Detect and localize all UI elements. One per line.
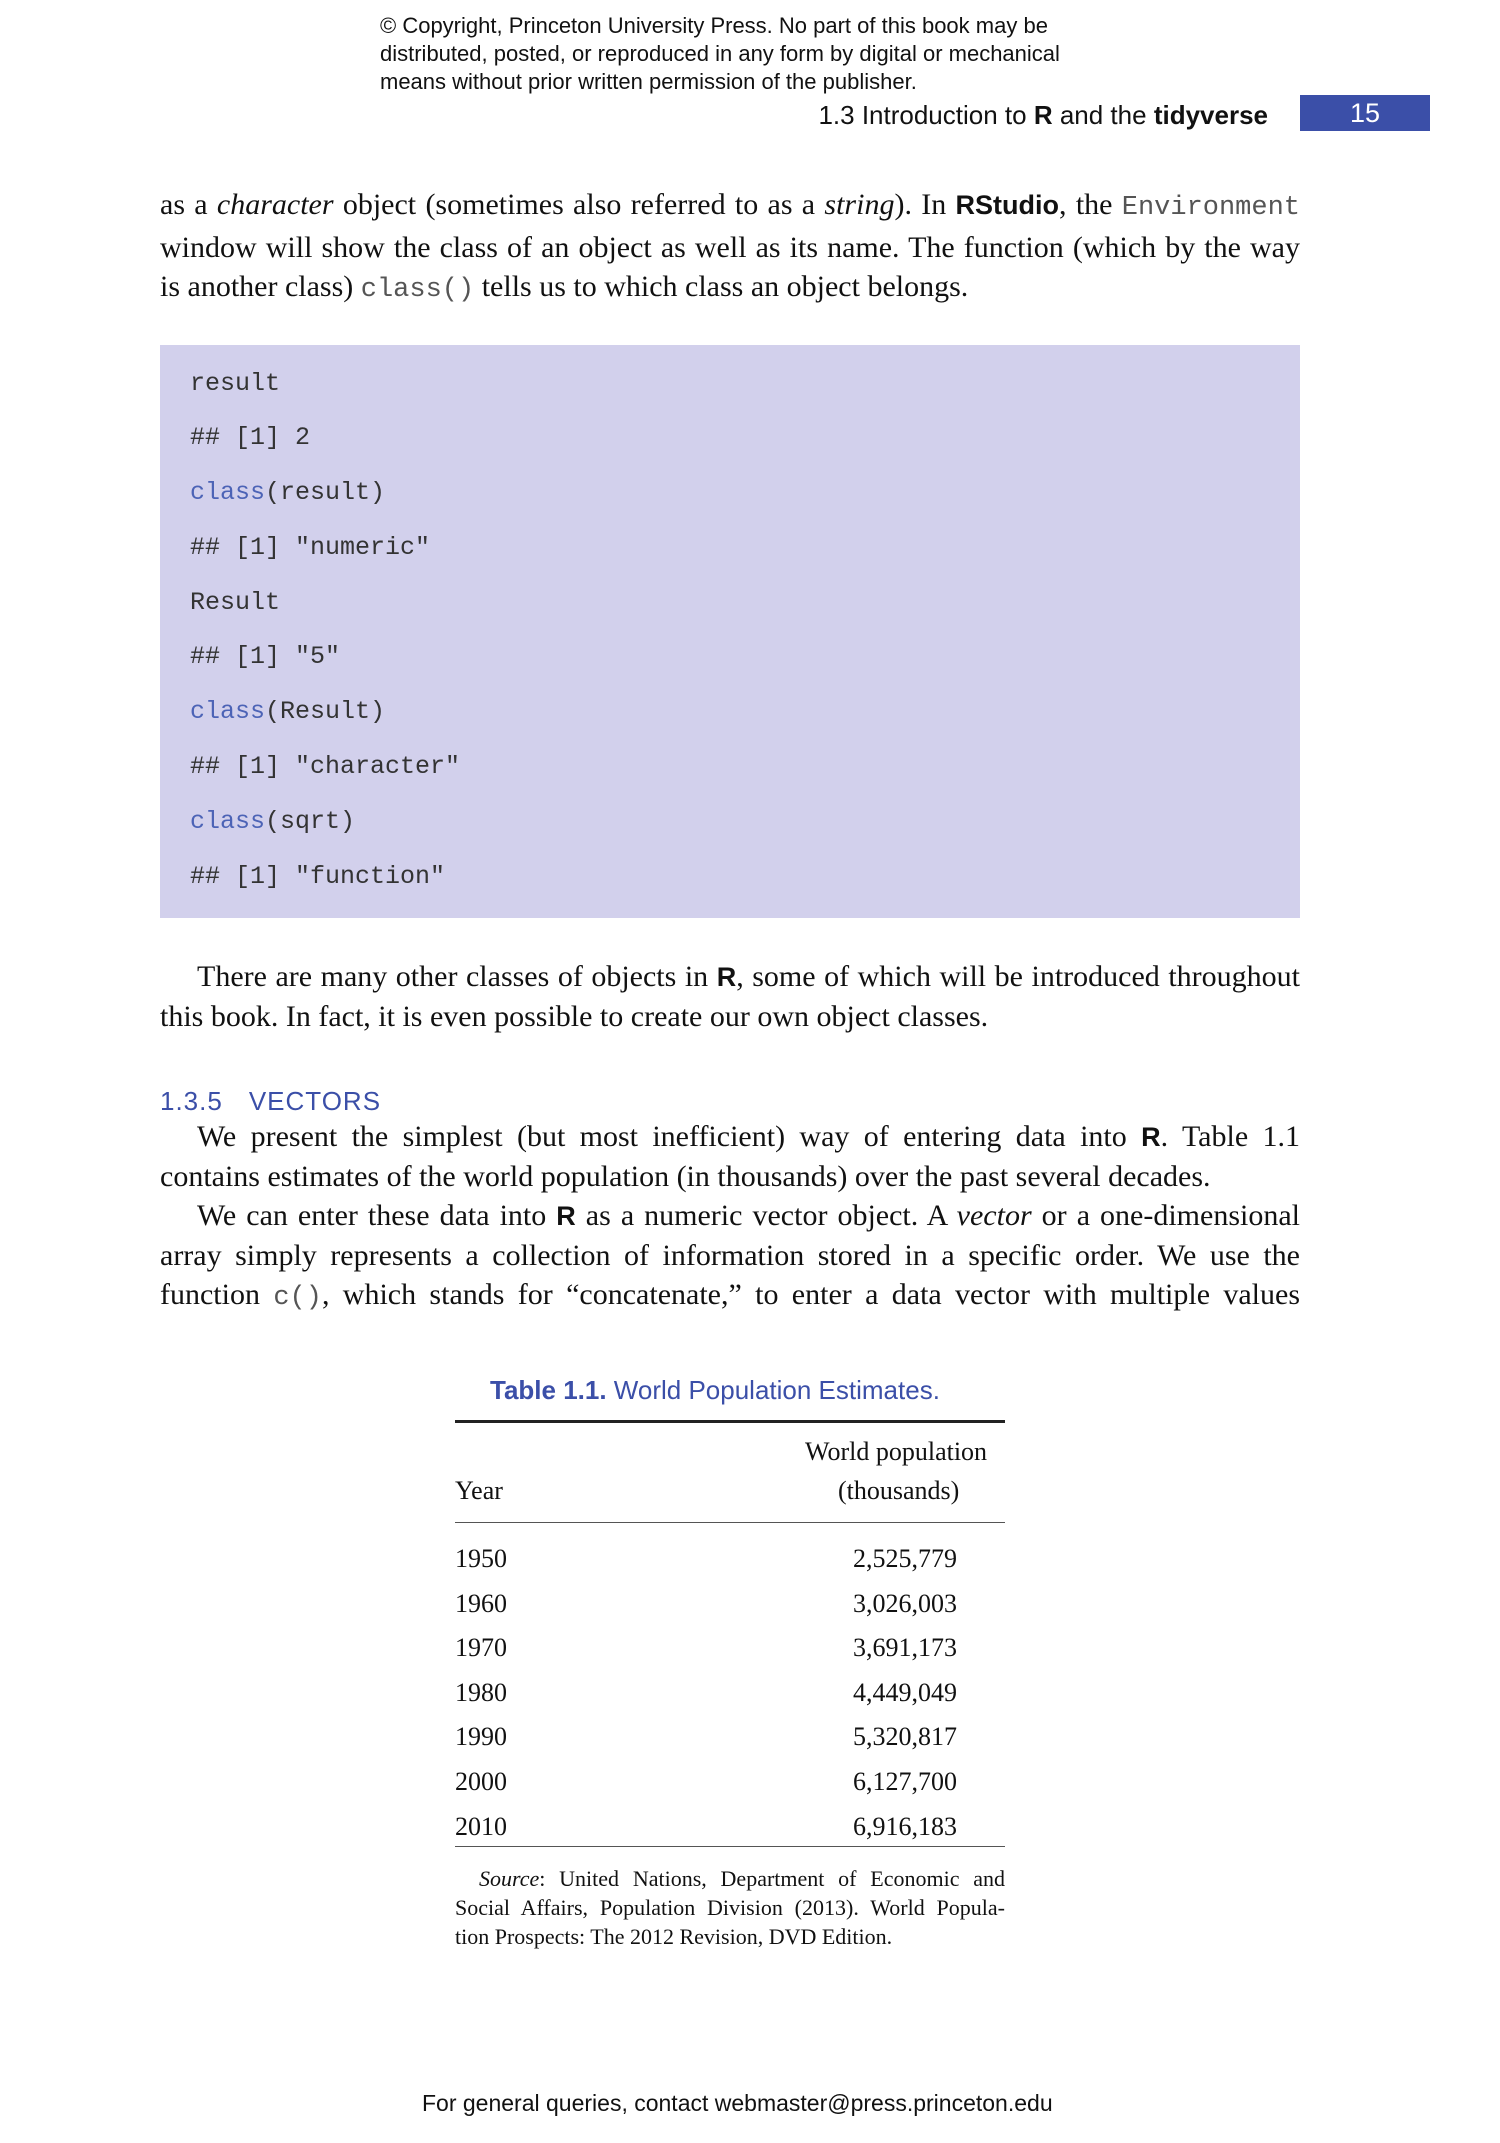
source-line-2: Social Affairs, Population Division (2013). World Popula- [455, 1895, 1005, 1920]
table-cell-year: 1990 [455, 1722, 507, 1752]
classes-paragraph [160, 957, 1300, 1036]
section-title: VECTORS [248, 1086, 382, 1116]
copyright-line: means without prior written permission of the publisher. [380, 69, 917, 94]
section-number: 1.3.5 [160, 1086, 223, 1116]
running-head-tidyverse: tidyverse [1153, 100, 1268, 130]
code-output-line: ## [1] "character" [190, 752, 461, 781]
running-head [818, 100, 1268, 131]
vectors-paragraph [160, 1117, 1300, 1318]
code-line: class(Result) [190, 697, 386, 726]
table-cell-population: 3,691,173 [853, 1633, 957, 1663]
table-cell-population: 4,449,049 [853, 1677, 957, 1707]
footer-contact: For general queries, contact webmaster@press.princeton.edu [422, 2090, 1053, 2116]
table-cell-year: 1980 [455, 1677, 507, 1707]
para3-line-5: function c(), which stands for “concatenate,” to enter a data vector with multiple values [160, 1278, 1301, 1313]
code-output-line: ## [1] "function" [190, 862, 446, 891]
table-cell-population: 5,320,817 [853, 1722, 957, 1752]
intro-line-3: is another class) class() tells us to which class an object belongs. [160, 270, 969, 305]
table-header-rule [455, 1522, 1005, 1523]
table-cell-population: 2,525,779 [853, 1544, 957, 1573]
intro-paragraph [160, 185, 1300, 310]
column-header-population-line2: (thousands) [838, 1476, 960, 1505]
code-output-line: ## [1] 2 [190, 423, 311, 452]
table-cell-year: 1960 [455, 1588, 507, 1618]
para3-line-2: contains estimates of the world population (in thousands) over the past several decades. [160, 1160, 1211, 1193]
table-cell-year: 2000 [455, 1767, 507, 1796]
running-head-prefix: 1.3 Introduction to [818, 100, 1034, 130]
table-cell-year: 1950 [455, 1544, 507, 1573]
intro-line-2: window will show the class of an object as well as its name. The function (which by the way [160, 231, 1300, 264]
table-caption-label: Table 1.1. [490, 1375, 607, 1405]
column-header-year: Year [455, 1476, 503, 1505]
running-head-mid: and the [1052, 100, 1154, 130]
running-head-r: R [1033, 100, 1053, 130]
copyright-line: distributed, posted, or reproduced in any form by digital or mechanical [380, 41, 1060, 66]
function-name: class [190, 478, 266, 507]
code-line: class(sqrt) [190, 807, 356, 836]
para2-line-2: this book. In fact, it is even possible to create our own object classes. [160, 1000, 989, 1033]
intro-line-1: as a character object (sometimes also referred to as a string). In RStudio, the Environment [160, 188, 1300, 223]
source-line-3: tion Prospects: The 2012 Revision, DVD Edition. [455, 1924, 893, 1949]
para3-line-4: array simply represents a collection of information stored in a specific order. We use the [160, 1239, 1300, 1272]
code-output-line: ## [1] "numeric" [190, 533, 431, 562]
code-line: result [190, 369, 281, 398]
code-block [160, 345, 1300, 918]
table-caption-title: World Population Estimates. [606, 1375, 940, 1405]
function-name: class [190, 807, 266, 836]
copyright-notice [380, 12, 1160, 96]
table-cell-year: 2010 [455, 1811, 507, 1841]
table-cell-population: 3,026,003 [853, 1588, 957, 1618]
para3-line-3: We can enter these data into R as a numeric vector object. A vector or a one-dimensional [197, 1199, 1300, 1232]
column-header-population-line1: World population [805, 1437, 988, 1466]
function-name: class [190, 697, 266, 726]
table-cell-population: 6,916,183 [853, 1811, 957, 1841]
para2-line-1: There are many other classes of objects in R, some of which will be introduced throughout [197, 960, 1300, 993]
code-output-line: ## [1] "5" [190, 642, 341, 671]
code-line: class(result) [190, 478, 386, 507]
section-heading [160, 1086, 381, 1117]
source-line-1: Source: United Nations, Department of Economic and [479, 1866, 1005, 1891]
table-bottom-rule [455, 1846, 1005, 1847]
table-source-note [455, 1864, 1005, 1951]
copyright-line: © Copyright, Princeton University Press. No part of this book may be [380, 13, 1048, 38]
code-line: Result [190, 588, 281, 617]
para3-line-1: We present the simplest (but most inefficient) way of entering data into R. Table 1.1 [197, 1120, 1301, 1153]
page-number: 15 [1300, 95, 1430, 131]
table-caption [490, 1375, 940, 1406]
table-cell-year: 1970 [455, 1633, 507, 1663]
table-top-rule [455, 1420, 1005, 1423]
table-cell-population: 6,127,700 [853, 1767, 957, 1796]
